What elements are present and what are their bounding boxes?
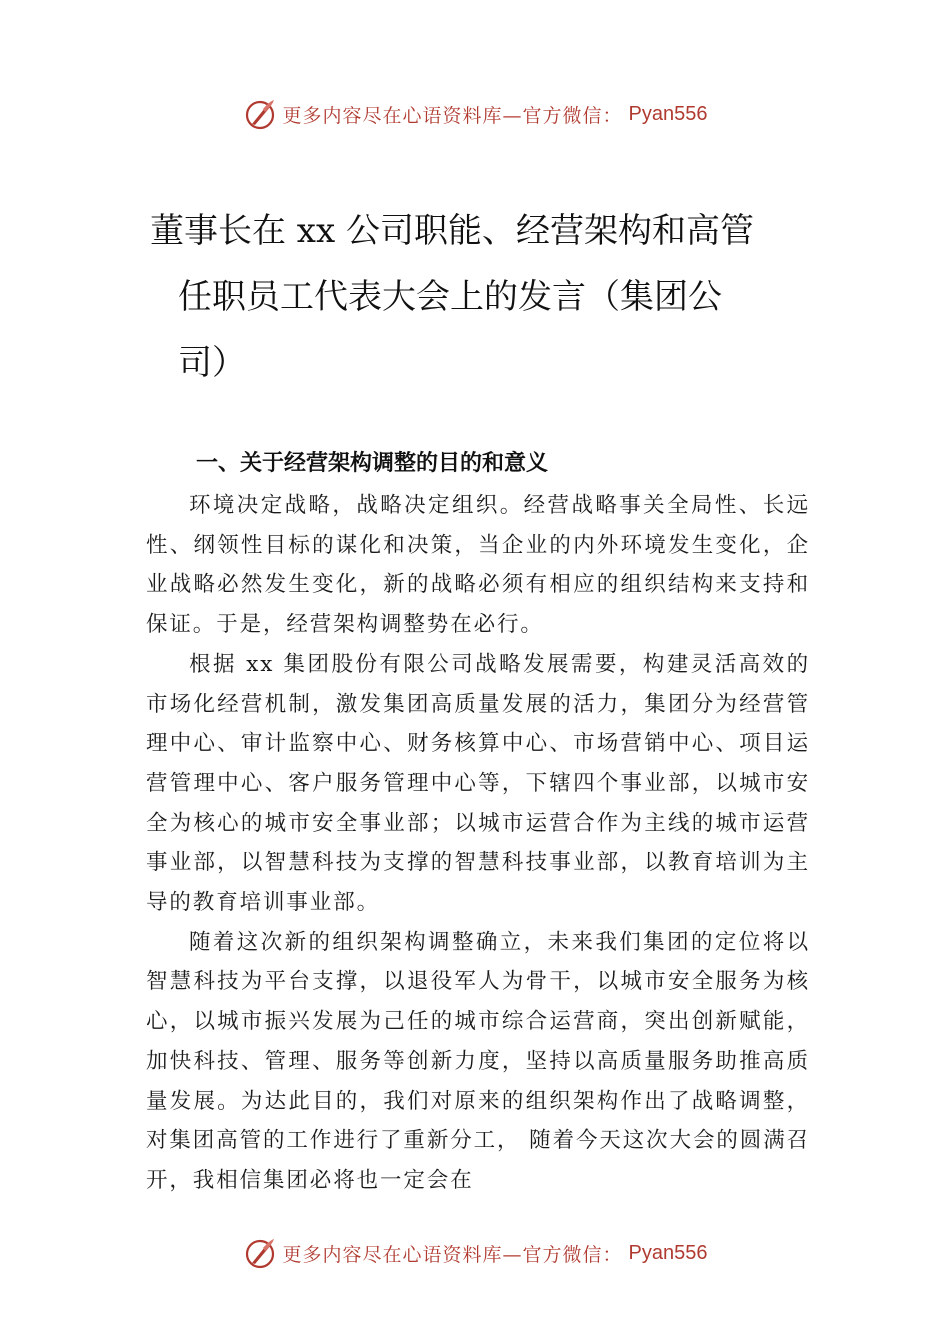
watermark-text: 更多内容尽在心语资料库—官方微信： bbox=[282, 1243, 623, 1266]
paragraph-3: 随着这次新的组织架构调整确立，未来我们集团的定位将以智慧科技为平台支撑，以退役军人为骨干，以城市安全服务为核心，以城市振兴发展为己任的城市综合运营商，突出创新赋能，加快科技、管理、服务等创新力度，坚持以高质量服务助推高质量发展。为达此目的，我们对原来的组织架构作出了战略调整，对集团高管的工作进行了重新分工， 随着今天这次大会的圆满召开，我相信集团必将也一定会在 bbox=[146, 929, 810, 1193]
section-heading: 一、关于经营架构调整的目的和意义 bbox=[196, 451, 549, 476]
title-line-2: 任职员工代表大会上的发言（集团公 bbox=[178, 277, 722, 317]
quill-logo-icon bbox=[243, 1236, 277, 1270]
document-title bbox=[150, 198, 810, 396]
watermark-text: 更多内容尽在心语资料库—官方微信： bbox=[282, 104, 623, 127]
paragraph-2: 根据 xx 集团股份有限公司战略发展需要，构建灵活高效的市场化经营机制，激发集团高质量发展的活力，集团分为经营管理中心、审计监察中心、财务核算中心、市场营销中心、项目运营管理中心、客户服务管理中心等，下辖四个事业部，以城市安全为核心的城市安全事业部；以城市运营合作为主线的城市运营事业部，以智慧科技为支撑的智慧科技事业部，以教育培训为主导的教育培训事业部。 bbox=[146, 651, 810, 916]
quill-logo-icon bbox=[243, 97, 277, 131]
title-line-3: 司） bbox=[178, 343, 246, 383]
watermark-account: Pyan556 bbox=[628, 1241, 708, 1264]
section-body bbox=[146, 486, 810, 1201]
header-watermark bbox=[0, 94, 950, 134]
footer-watermark bbox=[0, 1233, 950, 1273]
watermark-account: Pyan556 bbox=[628, 102, 708, 125]
paragraph-1: 环境决定战略，战略决定组织。经营战略事关全局性、长远性、纲领性目标的谋化和决策，当企业的内外环境发生变化，企业战略必然发生变化，新的战略必须有相应的组织结构来支持和保证。于是，经营架构调整势在必行。 bbox=[146, 493, 810, 638]
title-line-1: 董事长在 xx 公司职能、经营架构和高管 bbox=[150, 211, 754, 251]
